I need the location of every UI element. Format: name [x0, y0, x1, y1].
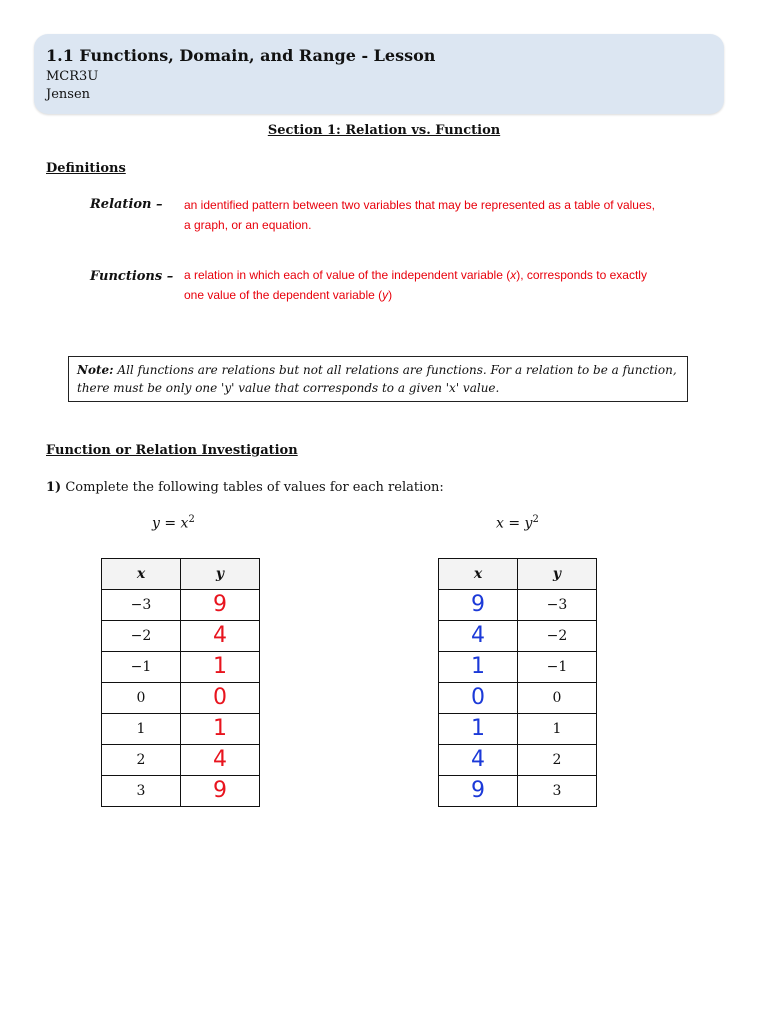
table1-cell-y: 9	[181, 776, 260, 807]
function-var-y: y	[382, 288, 389, 302]
header-banner	[34, 34, 724, 114]
table-row	[439, 621, 597, 652]
function-definition-part3: )	[388, 288, 393, 302]
table-row	[102, 652, 260, 683]
note-label: Note:	[77, 363, 114, 377]
table1-header-row	[102, 559, 260, 590]
table2-cell-x: 9	[439, 590, 518, 621]
definitions-heading: Definitions	[46, 161, 126, 176]
table2-cell-y: −1	[518, 652, 597, 683]
table1-values	[101, 558, 260, 807]
relation-definition: an identified pattern between two variables that may be represented as a table of values, a graph, or an equation.	[184, 198, 655, 232]
question-1	[46, 480, 444, 495]
function-definition	[184, 265, 664, 305]
function-var-x: x	[510, 268, 517, 282]
table-row	[439, 714, 597, 745]
table2-equation-base: x = y	[496, 515, 533, 532]
table-row	[102, 590, 260, 621]
table2-cell-x: 1	[439, 652, 518, 683]
table1-cell-x: 2	[102, 745, 181, 776]
table1-cell-y: 1	[181, 714, 260, 745]
course-code: MCR3U	[46, 69, 99, 84]
table-row	[439, 745, 597, 776]
function-definition-part2: ), corresponds to exactly one value of the dependent variable (	[184, 268, 647, 302]
table-row	[102, 683, 260, 714]
table1-cell-x: 1	[102, 714, 181, 745]
table1-cell-y: 4	[181, 745, 260, 776]
note-box	[68, 356, 688, 402]
table2-header-row	[439, 559, 597, 590]
table1-cell-x: −2	[102, 621, 181, 652]
table1-header-y: y	[181, 559, 260, 590]
table1-cell-x: 3	[102, 776, 181, 807]
table2-equation-exponent: 2	[532, 514, 539, 525]
table2-cell-y: −3	[518, 590, 597, 621]
table2-cell-y: 1	[518, 714, 597, 745]
table2-cell-y: 3	[518, 776, 597, 807]
table1-cell-x: 0	[102, 683, 181, 714]
relation-term: Relation –	[90, 197, 163, 212]
table1-equation-exponent: 2	[188, 514, 195, 525]
question-text: Complete the following tables of values for each relation:	[61, 480, 444, 495]
table1-cell-x: −3	[102, 590, 181, 621]
table-row	[102, 776, 260, 807]
table1-cell-y: 1	[181, 652, 260, 683]
author-name: Jensen	[46, 87, 91, 102]
table1-cell-y: 9	[181, 590, 260, 621]
table2-values	[438, 558, 597, 807]
table2-cell-x: 1	[439, 714, 518, 745]
table-row	[439, 683, 597, 714]
table1-header-x: x	[102, 559, 181, 590]
table1-equation-base: y = x	[152, 515, 189, 532]
table2-header-x: x	[439, 559, 518, 590]
table2-cell-x: 0	[439, 683, 518, 714]
table1-cell-y: 0	[181, 683, 260, 714]
table-row	[439, 590, 597, 621]
table-row	[102, 745, 260, 776]
table-row	[102, 714, 260, 745]
question-number: 1)	[46, 480, 62, 495]
lesson-title: 1.1 Functions, Domain, and Range - Lesson	[46, 46, 436, 65]
table2-cell-y: −2	[518, 621, 597, 652]
table2-cell-x: 4	[439, 745, 518, 776]
table2-cell-x: 4	[439, 621, 518, 652]
table2-equation	[496, 514, 539, 532]
table-row	[439, 652, 597, 683]
table1-cell-x: −1	[102, 652, 181, 683]
table2-cell-y: 2	[518, 745, 597, 776]
table2-cell-x: 9	[439, 776, 518, 807]
investigation-heading: Function or Relation Investigation	[46, 443, 298, 458]
table2-cell-y: 0	[518, 683, 597, 714]
table1-equation	[152, 514, 195, 532]
table-row	[439, 776, 597, 807]
function-term: Functions –	[90, 269, 174, 284]
function-definition-part1: a relation in which each of value of the independent variable (	[184, 268, 511, 282]
table-row	[102, 621, 260, 652]
table1-cell-y: 4	[181, 621, 260, 652]
section-title: Section 1: Relation vs. Function	[267, 123, 501, 138]
note-text: All functions are relations but not all relations are functions. For a relation to be a function, there must be only one 'y' value that corresponds to a given 'x' value.	[77, 363, 677, 395]
table2-header-y: y	[518, 559, 597, 590]
